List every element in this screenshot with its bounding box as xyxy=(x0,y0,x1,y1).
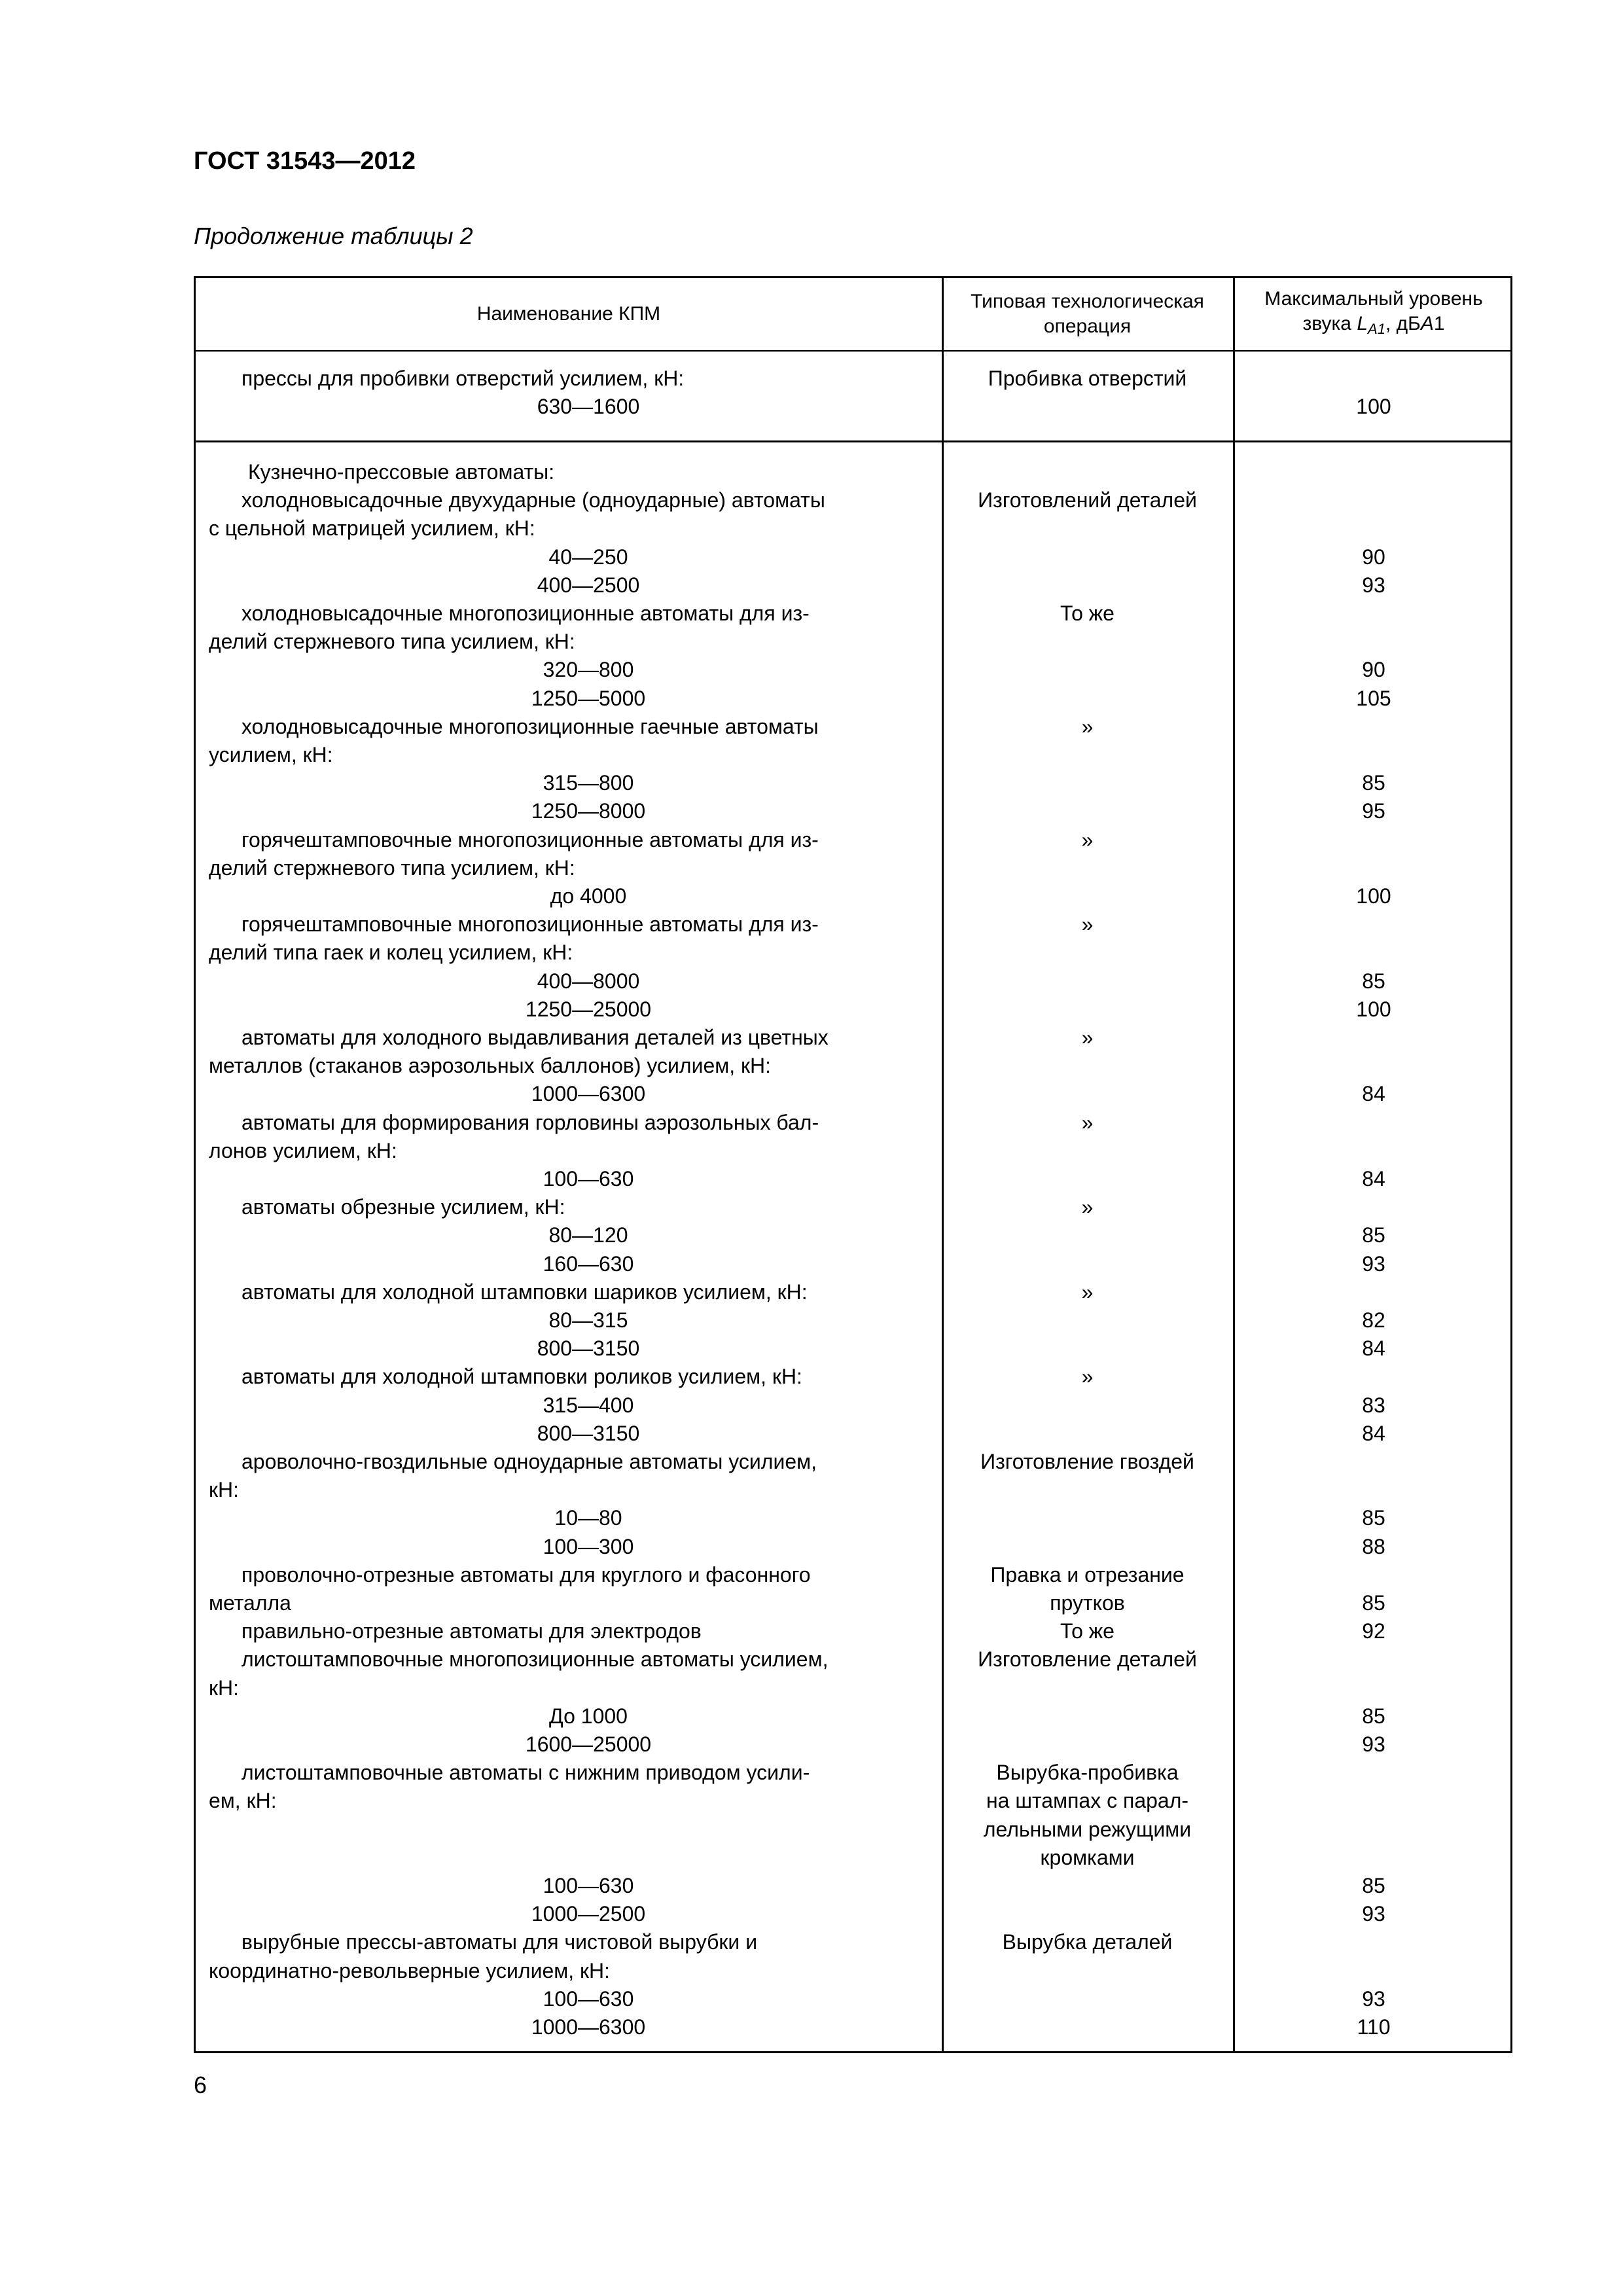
row-25-kpm-name: автоматы для формирования горловины аэрозольных бал- xyxy=(241,1110,819,1134)
row-group-separator xyxy=(196,440,1510,442)
row-56-sound-level: 93 xyxy=(1362,1986,1385,2011)
header-sound-subscript: A1 xyxy=(1368,321,1385,337)
row-6-kpm-name: 400—2500 xyxy=(537,573,640,597)
row-4-kpm-name: с цельной матрицей усилием, кН: xyxy=(209,516,535,541)
row-43-kpm-name: правильно-отрезные автоматы для электродов xyxy=(241,1619,702,1643)
row-39-sound-level: 85 xyxy=(1362,1506,1385,1530)
row-57-kpm-name: 1000—6300 xyxy=(531,2015,646,2039)
row-49-kpm-name: ем, кН: xyxy=(209,1789,277,1813)
row-5-kpm-name: 40—250 xyxy=(548,545,628,569)
row-42-sound-level: 85 xyxy=(1362,1591,1385,1615)
row-44-kpm-name: листоштамповочные многопозиционные автоматы усилием, xyxy=(241,1647,829,1672)
header-kpm-name: Наименование КПМ xyxy=(476,303,661,325)
header-sound-unit-end: 1 xyxy=(1433,313,1445,334)
row-55-kpm-name: координатно-револьверные усилием, кН: xyxy=(209,1958,611,1982)
row-38-kpm-name: кН: xyxy=(209,1478,239,1502)
row-35-sound-level: 83 xyxy=(1362,1393,1385,1417)
row-21-kpm-name: 1250—25000 xyxy=(525,997,652,1021)
row-15-kpm-name: горячештамповочные многопозиционные автоматы для из- xyxy=(241,827,819,852)
row-41-operation: Правка и отрезание xyxy=(990,1562,1185,1587)
row-27-sound-level: 84 xyxy=(1362,1167,1385,1191)
row-15-operation: » xyxy=(1081,827,1094,852)
row-49-operation: на штампах с парал- xyxy=(986,1789,1189,1813)
row-31-operation: » xyxy=(1081,1280,1094,1304)
row-14-sound-level: 95 xyxy=(1362,799,1385,823)
row-37-operation: Изготовление гвоздей xyxy=(980,1450,1194,1473)
row-35-kpm-name: 315—400 xyxy=(543,1393,634,1417)
row-33-sound-level: 84 xyxy=(1362,1336,1385,1361)
row-48-kpm-name: листоштамповочные автоматы с нижним приводом усили- xyxy=(241,1761,810,1785)
row-24-kpm-name: 1000—6300 xyxy=(531,1082,646,1106)
row-18-kpm-name: горячештамповочные многопозиционные автоматы для из- xyxy=(241,912,819,937)
header-max-sound-level xyxy=(1233,278,1514,350)
row-42-operation: прутков xyxy=(1050,1591,1125,1615)
row-1-sound-level: 100 xyxy=(1356,395,1391,419)
header-separator xyxy=(196,350,1510,356)
row-53-kpm-name: 1000—2500 xyxy=(531,1902,646,1926)
row-22-operation: » xyxy=(1081,1026,1094,1049)
row-44-operation: Изготовление деталей xyxy=(978,1647,1197,1672)
row-19-kpm-name: делий типа гаек и колец усилием, кН: xyxy=(209,941,573,965)
row-25-operation: » xyxy=(1081,1110,1094,1134)
noise-level-table xyxy=(194,276,1512,2053)
row-48-operation: Вырубка-пробивка xyxy=(996,1761,1179,1785)
row-30-kpm-name: 160—630 xyxy=(543,1251,634,1276)
row-47-sound-level: 93 xyxy=(1362,1732,1385,1756)
row-51-operation: кромками xyxy=(1040,1845,1135,1869)
row-0-operation: Пробивка отверстий xyxy=(988,367,1187,390)
document-title: ГОСТ 31543—2012 xyxy=(194,147,416,175)
row-9-kpm-name: 320—800 xyxy=(543,658,634,682)
row-47-kpm-name: 1600—25000 xyxy=(525,1732,652,1756)
row-29-sound-level: 85 xyxy=(1362,1223,1385,1247)
row-21-sound-level: 100 xyxy=(1356,997,1391,1021)
row-37-kpm-name: ароволочно-гвоздильные одноударные автоматы усилием, xyxy=(241,1450,817,1473)
row-43-sound-level: 92 xyxy=(1362,1619,1385,1643)
row-23-kpm-name: металлов (стаканов аэрозольных баллонов) усилием, кН: xyxy=(209,1054,772,1078)
row-56-kpm-name: 100—630 xyxy=(543,1986,634,2011)
row-34-kpm-name: автоматы для холодной штамповки роликов усилием, кН: xyxy=(241,1365,802,1389)
row-28-operation: » xyxy=(1081,1195,1094,1219)
row-11-kpm-name: холодновысадочные многопозиционные гаечные автоматы xyxy=(241,714,819,738)
row-22-kpm-name: автоматы для холодного выдавливания деталей из цветных xyxy=(241,1026,829,1049)
row-29-kpm-name: 80—120 xyxy=(548,1223,628,1247)
row-40-kpm-name: 100—300 xyxy=(543,1534,634,1558)
row-40-sound-level: 88 xyxy=(1362,1534,1385,1558)
row-54-kpm-name: вырубные прессы-автоматы для чистовой вырубки и xyxy=(241,1930,758,1954)
row-36-kpm-name: 800—3150 xyxy=(537,1421,640,1445)
row-39-kpm-name: 10—80 xyxy=(554,1506,622,1530)
row-54-operation: Вырубка деталей xyxy=(1002,1930,1173,1954)
row-17-kpm-name: до 4000 xyxy=(550,884,627,908)
row-27-kpm-name: 100—630 xyxy=(543,1167,634,1191)
row-3-kpm-name: холодновысадочные двухударные (одноударные) автоматы xyxy=(241,488,825,512)
row-46-sound-level: 85 xyxy=(1362,1704,1385,1728)
row-28-kpm-name: автоматы обрезные усилием, кН: xyxy=(241,1195,565,1219)
row-32-kpm-name: 80—315 xyxy=(548,1308,628,1332)
row-43-operation: То же xyxy=(1060,1619,1115,1643)
row-10-kpm-name: 1250—5000 xyxy=(531,686,646,710)
row-53-sound-level: 93 xyxy=(1362,1902,1385,1926)
header-sound-prefix: Максимальный уровень звука xyxy=(1264,288,1483,334)
row-7-operation: То же xyxy=(1060,601,1115,625)
row-14-kpm-name: 1250—8000 xyxy=(531,799,646,823)
header-sound-unit-letter: A xyxy=(1420,313,1434,334)
row-33-kpm-name: 800—3150 xyxy=(537,1336,640,1361)
row-7-kpm-name: холодновысадочные многопозиционные автоматы для из- xyxy=(241,601,810,625)
row-50-operation: лельными режущими xyxy=(983,1817,1192,1841)
page-number: 6 xyxy=(194,2072,207,2098)
row-34-operation: » xyxy=(1081,1365,1094,1389)
row-10-sound-level: 105 xyxy=(1356,686,1391,710)
row-31-kpm-name: автоматы для холодной штамповки шариков усилием, кН: xyxy=(241,1280,808,1304)
row-36-sound-level: 84 xyxy=(1362,1421,1385,1445)
header-sound-unit: , дБ xyxy=(1385,313,1421,334)
table-continuation-caption: Продолжение таблицы 2 xyxy=(194,223,473,249)
row-45-kpm-name: кН: xyxy=(209,1676,239,1700)
row-52-kpm-name: 100—630 xyxy=(543,1874,634,1897)
row-2-kpm-name: Кузнечно-прессовые автоматы: xyxy=(248,460,555,484)
row-32-sound-level: 82 xyxy=(1362,1308,1385,1332)
row-3-operation: Изготовлений деталей xyxy=(978,488,1197,512)
row-41-kpm-name: проволочно-отрезные автоматы для круглого и фасонного xyxy=(241,1562,811,1587)
row-8-kpm-name: делий стержневого типа усилием, кН: xyxy=(209,630,575,654)
row-6-sound-level: 93 xyxy=(1362,573,1385,597)
row-57-sound-level: 110 xyxy=(1357,2015,1391,2039)
row-42-kpm-name: металла xyxy=(209,1591,291,1615)
row-46-kpm-name: До 1000 xyxy=(549,1704,628,1728)
row-13-kpm-name: 315—800 xyxy=(543,771,634,795)
row-24-sound-level: 84 xyxy=(1362,1082,1385,1106)
row-18-operation: » xyxy=(1081,912,1094,937)
row-52-sound-level: 85 xyxy=(1362,1874,1385,1897)
row-9-sound-level: 90 xyxy=(1362,658,1385,682)
row-13-sound-level: 85 xyxy=(1362,771,1385,795)
header-operation: Типовая технологическая операция xyxy=(971,291,1204,337)
row-20-kpm-name: 400—8000 xyxy=(537,969,640,993)
row-20-sound-level: 85 xyxy=(1362,969,1385,993)
row-26-kpm-name: лонов усилием, кН: xyxy=(209,1138,397,1162)
row-17-sound-level: 100 xyxy=(1356,884,1391,908)
row-12-kpm-name: усилием, кН: xyxy=(209,743,333,766)
row-11-operation: » xyxy=(1081,714,1094,738)
header-sound-symbol: L xyxy=(1357,313,1368,334)
row-16-kpm-name: делий стержневого типа усилием, кН: xyxy=(209,855,575,880)
row-5-sound-level: 90 xyxy=(1362,545,1385,569)
row-30-sound-level: 93 xyxy=(1362,1251,1385,1276)
row-0-kpm-name: прессы для пробивки отверстий усилием, кН: xyxy=(241,367,685,390)
row-1-kpm-name: 630—1600 xyxy=(537,395,640,419)
